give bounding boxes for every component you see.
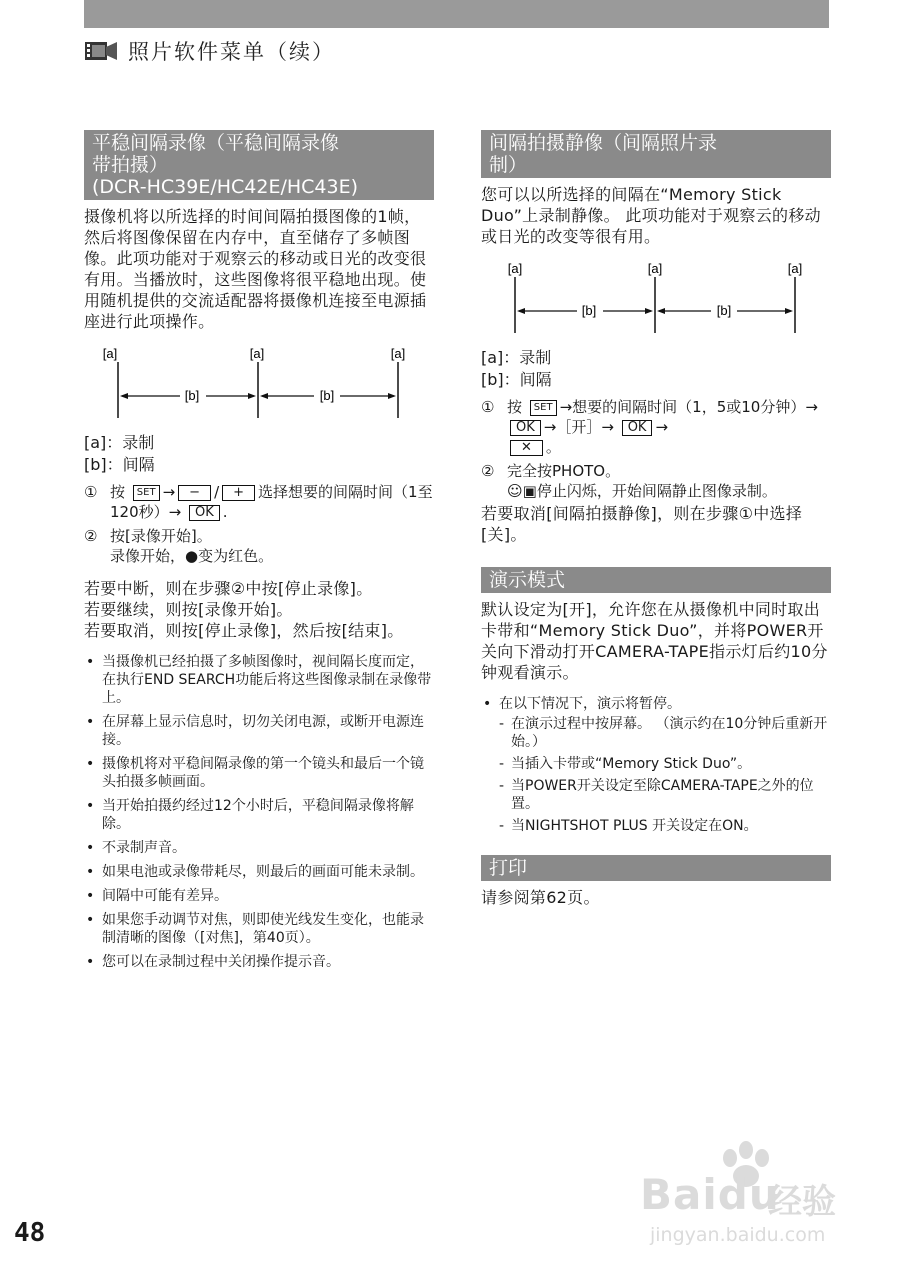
legend-a: [a]：录制 (84, 433, 155, 452)
page-header (84, 36, 335, 66)
diagram-arrow-head (517, 308, 525, 314)
heading-line: (DCR-HC39E/HC42E/HC43E) (92, 176, 359, 198)
step-2 (481, 461, 831, 481)
diagram-arrow-head (785, 308, 793, 314)
page-title: 照片软件菜单（续） (128, 40, 335, 64)
close-button[interactable]: ✕ (510, 440, 543, 456)
diagram-label-a: [a] (787, 261, 803, 276)
watermark (640, 1140, 850, 1260)
section-heading-interval-photo (481, 130, 831, 178)
step-text: 停止闪烁，开始间隔静止图像录制。 (536, 482, 777, 500)
step-body (110, 482, 434, 522)
step-number: ② (481, 462, 495, 480)
step-number: ① (481, 398, 495, 416)
diagram-arrow-head (248, 393, 256, 399)
section-intro: 摄像机将以所选择的时间间隔拍摄图像的1帧，然后将图像保留在内存中，直至储存了多帧图像。此项功能对于观察云的移动或日光的改变很有用。当播放时，这些图像将很平稳地出现。使用随机提供的交流适配器将摄像机连接至电源插座进行此项操作。 (84, 207, 427, 331)
steps (84, 482, 434, 566)
cancel-instruction: 若要取消[间隔拍摄静像]，则在步骤①中选择[关]。 (481, 504, 803, 544)
watermark-brand: Baidu (640, 1170, 780, 1219)
ok-button[interactable]: OK (189, 505, 220, 521)
interval-diagram-svg (84, 342, 434, 424)
step-end: 。 (545, 438, 561, 456)
demo-notes-list (481, 695, 831, 835)
note-item: • 当开始拍摄约经过12个小时后，平稳间隔录像将解除。 (84, 797, 434, 833)
section-heading-print (481, 855, 831, 881)
note-item: • 不录制声音。 (84, 839, 434, 857)
heading-text: 打印 (489, 857, 528, 879)
step-text: 选择想要的间隔时间（1至120秒）→ (110, 483, 433, 521)
diagram-label-a: [a] (390, 346, 406, 361)
sub-list (481, 715, 831, 835)
ok-button[interactable]: OK (622, 420, 653, 436)
note-item: • 在屏幕上显示信息时，切勿关闭电源，或断开电源连接。 (84, 713, 434, 749)
step-text: 按 (507, 398, 523, 416)
diagram-label-b: [b] (581, 303, 597, 318)
section-intro: 默认设定为[开]，允许您在从摄像机中同时取出卡带和“Memory Stick Duo”，并将POWER开关向下滑动打开CAMERA-TAPE指示灯后约10分钟观看演示。 (481, 600, 828, 682)
arrow: → (655, 418, 669, 436)
interval-diagram-svg (481, 257, 831, 339)
diagram-legend (481, 347, 831, 391)
print-reference: 请参阅第62页。 (481, 888, 600, 907)
set-button[interactable]: SET (133, 485, 160, 501)
interval-diagram (481, 257, 831, 339)
slash: / (214, 483, 220, 501)
diagram-arrow-head (645, 308, 653, 314)
pause-instruction: 若要中断，则在步骤②中按[停止录像]。 (84, 579, 373, 598)
step-1 (481, 397, 831, 457)
section-heading-demo-mode (481, 567, 831, 593)
ok-button[interactable]: OK (510, 420, 541, 436)
step-body: 按[录像开始]。 (110, 527, 212, 545)
plus-button[interactable]: + (222, 485, 255, 501)
legend-a: [a]：录制 (481, 348, 552, 367)
section-intro: 您可以以所选择的间隔在“Memory Stick Duo”上录制静像。 此项功能对于观察云的移动或日光的改变等很有用。 (481, 185, 821, 246)
sub-item: - 当NIGHTSHOT PLUS 开关设定在ON。 (481, 817, 831, 835)
legend-b: [b]：间隔 (481, 370, 552, 389)
diagram-arrow-head (657, 308, 665, 314)
heading-line: 间隔拍摄静像（间隔照片录 (489, 132, 718, 154)
note-item: • 您可以在录制过程中关闭操作提示音。 (84, 953, 434, 971)
step-text: 按 (110, 483, 126, 501)
diagram-label-b: [b] (184, 388, 200, 403)
step-2-result (481, 481, 831, 501)
right-column (481, 130, 831, 908)
page-number: 48 (14, 1218, 46, 1248)
step-text: →想要的间隔时间（1，5或10分钟）→ (559, 398, 818, 416)
top-bar (84, 0, 829, 28)
note-item: • 间隔中可能有差异。 (84, 887, 434, 905)
diagram-label-b: [b] (319, 388, 335, 403)
arrow: → (162, 483, 176, 501)
step-body: 完全按PHOTO。 (507, 462, 621, 480)
diagram-label-a: [a] (249, 346, 265, 361)
diagram-label-a: [a] (507, 261, 523, 276)
heading-text: 演示模式 (489, 569, 566, 591)
step-body (507, 397, 831, 457)
step-text: →［开］→ (543, 418, 614, 436)
watermark-url: jingyan.baidu.com (650, 1224, 826, 1246)
note-item: • 如果电池或录像带耗尽，则最后的画面可能未录制。 (84, 863, 434, 881)
diagram-legend (84, 432, 434, 476)
step-number: ① (84, 483, 98, 501)
diagram-arrow-head (388, 393, 396, 399)
note-item: • 如果您手动调节对焦，则即使光线发生变化，也能录制清晰的图像（[对焦]，第40页）。 (84, 911, 434, 947)
step-number: ② (84, 527, 98, 545)
left-column (84, 130, 434, 977)
set-button[interactable]: SET (530, 400, 557, 416)
diagram-label-b: [b] (716, 303, 732, 318)
cancel-instruction: 若要取消，则按[停止录像]，然后按[结束]。 (84, 621, 404, 640)
watermark-brand-cn: 经验 (768, 1182, 836, 1222)
heading-line: 制） (489, 154, 528, 176)
step-end: . (222, 503, 228, 521)
note-text: 在以下情况下，演示将暂停。 (499, 696, 681, 712)
diagram-arrow-head (260, 393, 268, 399)
legend-b: [b]：间隔 (84, 455, 155, 474)
sub-item: - 在演示过程中按屏幕。 （演示约在10分钟后重新开始。） (481, 715, 831, 751)
step-2 (84, 526, 434, 546)
heading-line: 平稳间隔录像（平稳间隔录像 (92, 132, 340, 154)
film-menu-icon (84, 39, 118, 63)
step-1 (84, 482, 434, 522)
note-item: • 当摄像机已经拍摄了多帧图像时，视间隔长度而定，在执行END SEARCH功能后将这些图像录制在录像带上。 (84, 653, 434, 707)
notes-list (84, 653, 434, 971)
sub-item: - 当POWER开关设定至除CAMERA-TAPE之外的位置。 (481, 777, 831, 813)
minus-button[interactable]: − (178, 485, 211, 501)
diagram-arrow-head (120, 393, 128, 399)
self-timer-icon: ☺▣ (507, 482, 537, 500)
diagram-label-a: [a] (647, 261, 663, 276)
sub-item: - 当插入卡带或“Memory Stick Duo”。 (481, 755, 831, 773)
interval-diagram (84, 342, 434, 424)
note-item: • 摄像机将对平稳间隔录像的第一个镜头和最后一个镜头拍摄多帧画面。 (84, 755, 434, 791)
steps (481, 397, 831, 501)
resume-instruction: 若要继续，则按[录像开始]。 (84, 600, 293, 619)
step-2-result: 录像开始，●变为红色。 (110, 547, 274, 565)
heading-line: 带拍摄） (92, 154, 169, 176)
note-item (481, 695, 831, 835)
diagram-label-a: [a] (102, 346, 118, 361)
section-heading-smooth-interval (84, 130, 434, 200)
